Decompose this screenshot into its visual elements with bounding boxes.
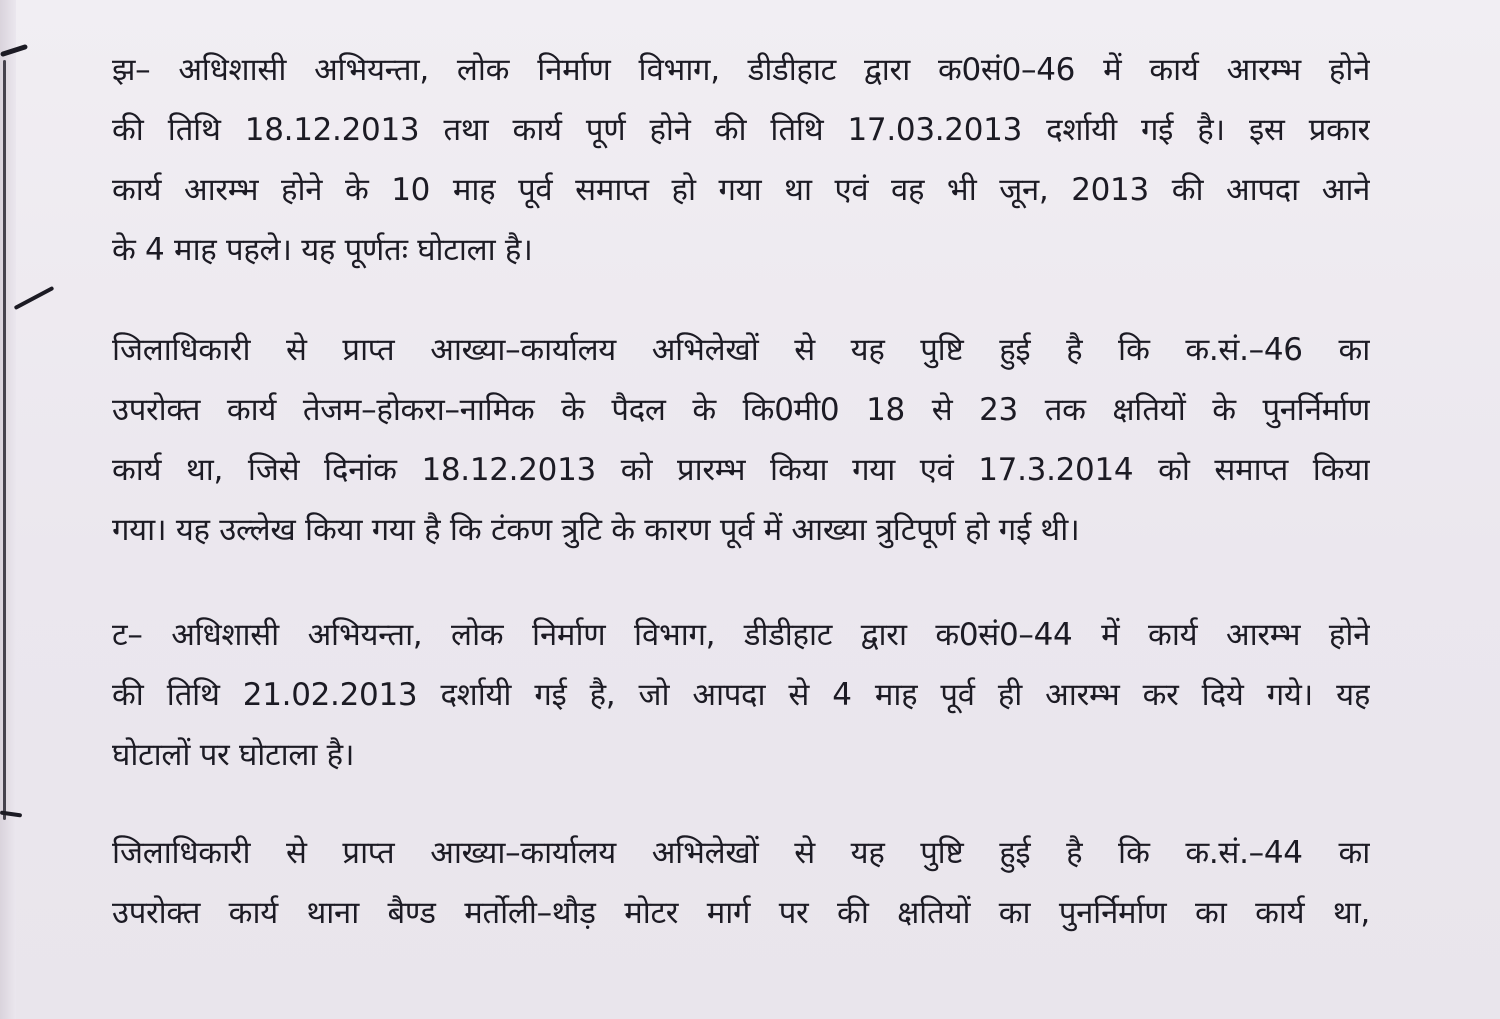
paragraph-collector-report-46	[112, 320, 1370, 560]
text-line: उपरोक्त कार्य तेजम–होकरा–नामिक के पैदल के कि0मी0 18 से 23 तक क्षतियों के पुनर्निर्माण	[112, 392, 1370, 428]
text-line: के 4 माह पहले। यह पूर्णतः घोटाला है।	[112, 232, 533, 268]
paragraph-ta-early-start	[112, 605, 1370, 785]
text-line: ट– अधिशासी अभियन्ता, लोक निर्माण विभाग, डीडीहाट द्वारा क0सं0–44 में कार्य आरम्भ होने	[112, 617, 1370, 653]
text-line: कार्य आरम्भ होने के 10 माह पूर्व समाप्त हो गया था एवं वह भी जून, 2013 की आपदा आने	[112, 172, 1370, 208]
pen-mark	[14, 286, 55, 310]
text-line: कार्य था, जिसे दिनांक 18.12.2013 को प्रारम्भ किया गया एवं 17.3.2014 को समाप्त किया	[112, 452, 1370, 488]
paragraph-collector-report-44	[112, 823, 1370, 943]
text-line: जिलाधिकारी से प्राप्त आख्या–कार्यालय अभिलेखों से यह पुष्टि हुई है कि क.सं.–46 का	[112, 332, 1370, 368]
margin-pen-line	[3, 60, 6, 820]
text-line: उपरोक्त कार्य थाना बैण्ड मर्तोली–थौड़ मोटर मार्ग पर की क्षतियों का पुनर्निर्माण का कार्य था,	[112, 895, 1370, 931]
text-line: की तिथि 18.12.2013 तथा कार्य पूर्ण होने की तिथि 17.03.2013 दर्शायी गई है। इस प्रकार	[112, 112, 1370, 148]
text-line: जिलाधिकारी से प्राप्त आख्या–कार्यालय अभिलेखों से यह पुष्टि हुई है कि क.सं.–44 का	[112, 835, 1370, 871]
text-line: झ– अधिशासी अभियन्ता, लोक निर्माण विभाग, डीडीहाट द्वारा क0सं0–46 में कार्य आरम्भ होने	[112, 52, 1370, 88]
text-line: गया। यह उल्लेख किया गया है कि टंकण त्रुटि के कारण पूर्व में आख्या त्रुटिपूर्ण हो गई थी।	[112, 512, 1080, 548]
text-line: की तिथि 21.02.2013 दर्शायी गई है, जो आपदा से 4 माह पूर्व ही आरम्भ कर दिये गये। यह	[112, 677, 1370, 713]
paragraph-jha-delayed-start	[112, 40, 1370, 280]
text-line: घोटालों पर घोटाला है।	[112, 737, 355, 773]
